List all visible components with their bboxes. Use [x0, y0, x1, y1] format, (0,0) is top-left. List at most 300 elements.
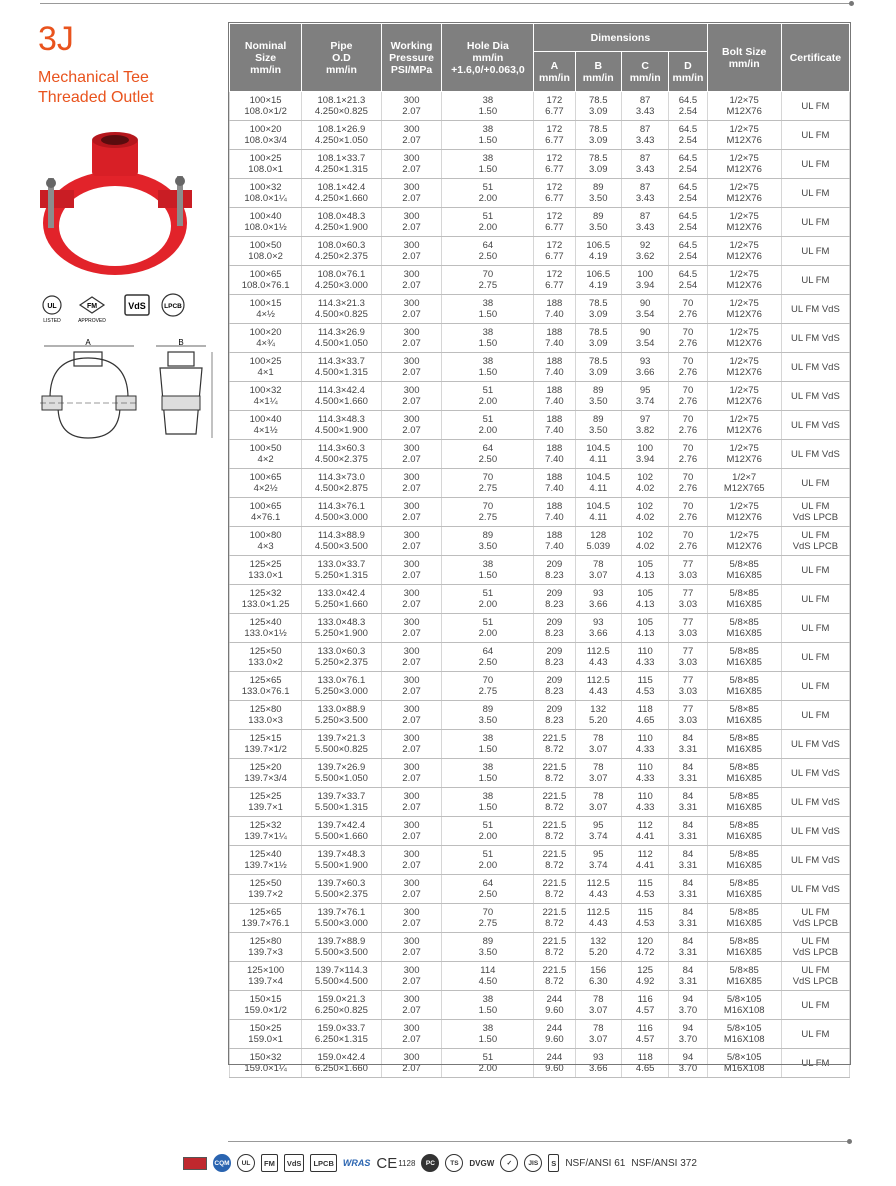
cell-text: 300: [403, 791, 420, 802]
cell-bolt: [707, 324, 781, 353]
cell-bolt: [707, 875, 781, 904]
cell-text: 70: [682, 501, 694, 512]
cell-pipe: [302, 643, 381, 672]
cell-d: [669, 498, 707, 527]
cell-text: 5.500×1.050: [314, 773, 368, 784]
cell-b: [575, 962, 621, 991]
cell-cert: [781, 295, 849, 324]
cell-c: [621, 904, 668, 933]
cell-text: UL FM: [801, 274, 830, 286]
cell-cert: [781, 614, 849, 643]
cell-text: UL FM: [801, 530, 830, 541]
cell-text: VdS LPCB: [792, 976, 839, 987]
cell-bolt: [707, 1020, 781, 1049]
cell-text: 4.41: [635, 831, 655, 842]
header-working-pressure: Working Pressure PSI/MPa: [381, 24, 442, 92]
cell-hole: [442, 324, 534, 353]
cell-pres: [381, 672, 442, 701]
vds-mark: VdS: [128, 301, 146, 311]
cell-text: 8.72: [545, 976, 564, 987]
cell-pres: [381, 585, 442, 614]
cell-text: 104.5: [586, 443, 611, 454]
cell-pipe: [302, 556, 381, 585]
cell-hole: [442, 875, 534, 904]
cell-text: 4×3: [257, 541, 274, 552]
cell-text: 2.07: [402, 657, 421, 668]
cell-text: UL FM: [801, 709, 830, 721]
cell-pipe: [302, 150, 381, 179]
cell-bolt: [707, 672, 781, 701]
pc-icon: PC: [421, 1154, 439, 1172]
cell-text: 5/8×85: [729, 849, 759, 860]
cell-c: [621, 440, 668, 469]
cell-d: [669, 585, 707, 614]
cell-text: 3.50: [478, 947, 498, 958]
cell-text: 1/2×75: [729, 356, 759, 367]
dim-a-label: A: [85, 338, 91, 347]
cell-text: 70: [682, 530, 694, 541]
cell-b: [575, 1049, 621, 1078]
cell-text: M12X76: [726, 396, 762, 407]
cell-nom: [230, 643, 302, 672]
cell-text: 209: [546, 617, 563, 628]
table-row: [230, 991, 850, 1020]
cell-bolt: [707, 585, 781, 614]
cell-text: 112.5: [586, 646, 610, 657]
cell-bolt: [707, 179, 781, 208]
cell-text: UL FM: [801, 129, 830, 141]
cell-text: 221.5: [542, 907, 567, 918]
cell-text: 3.09: [588, 164, 608, 175]
cell-b: [575, 846, 621, 875]
cell-hole: [442, 730, 534, 759]
cell-text: 188: [546, 385, 563, 396]
cell-text: 84: [682, 733, 694, 744]
cell-text: UL FM: [801, 564, 830, 576]
cell-text: M12X76: [726, 454, 762, 465]
cell-text: 300: [403, 994, 420, 1005]
cell-text: 108.0×3/4: [244, 135, 287, 146]
cell-text: 38: [482, 994, 494, 1005]
cell-text: UL FM VdS: [791, 854, 840, 866]
cell-b: [575, 730, 621, 759]
cell-text: 2.07: [402, 1034, 421, 1045]
cell-pipe: [302, 817, 381, 846]
cell-text: 84: [682, 936, 694, 947]
cell-text: 102: [637, 501, 654, 512]
cell-text: 5/8×85: [729, 820, 759, 831]
cell-text: 300: [403, 733, 420, 744]
cell-text: 8.23: [545, 628, 564, 639]
cell-text: 4.53: [635, 889, 655, 900]
cell-text: 2.00: [478, 628, 498, 639]
cell-text: 87: [639, 124, 651, 135]
cell-text: 159.0×1¼: [244, 1063, 287, 1074]
cell-text: 3.62: [635, 251, 655, 262]
cell-text: 3.70: [678, 1005, 698, 1016]
cell-text: 2.00: [478, 599, 498, 610]
cell-text: 5.500×1.900: [314, 860, 368, 871]
cell-text: 139.7×4: [248, 976, 283, 987]
cell-text: 38: [482, 1023, 494, 1034]
cell-text: M16X85: [726, 657, 762, 668]
cell-cert: [781, 469, 849, 498]
cell-text: 300: [403, 240, 420, 251]
cell-text: 125×32: [249, 588, 282, 599]
cell-d: [669, 643, 707, 672]
cell-text: 2.07: [402, 338, 421, 349]
cell-text: 5/8×85: [729, 617, 759, 628]
table-row: [230, 701, 850, 730]
cell-c: [621, 643, 668, 672]
cell-text: 139.7×76.1: [317, 907, 366, 918]
cell-text: 77: [682, 559, 694, 570]
cell-bolt: [707, 759, 781, 788]
cell-text: 3.31: [678, 860, 698, 871]
cell-text: 4.53: [635, 918, 655, 929]
cell-c: [621, 875, 668, 904]
cell-b: [575, 295, 621, 324]
cell-text: 100×80: [249, 530, 282, 541]
cell-c: [621, 150, 668, 179]
cell-text: 114.3×26.9: [317, 327, 365, 338]
cell-pipe: [302, 846, 381, 875]
cell-text: 300: [403, 211, 420, 222]
cell-text: 125×65: [249, 675, 282, 686]
cell-cert: [781, 730, 849, 759]
cell-pres: [381, 556, 442, 585]
cell-text: 159.0×1/2: [244, 1005, 287, 1016]
cell-pres: [381, 324, 442, 353]
cell-text: 1.50: [478, 338, 498, 349]
cell-text: 125×50: [249, 646, 282, 657]
cell-d: [669, 353, 707, 382]
cell-text: 87: [639, 153, 651, 164]
cell-text: 8.72: [545, 947, 564, 958]
cell-bolt: [707, 527, 781, 556]
cell-text: 300: [403, 385, 420, 396]
cell-text: 1.50: [478, 1034, 498, 1045]
cell-text: 4.43: [588, 686, 608, 697]
cell-text: 84: [682, 849, 694, 860]
cell-c: [621, 817, 668, 846]
cell-text: 209: [546, 559, 563, 570]
cell-b: [575, 527, 621, 556]
cell-text: 4×½: [256, 309, 275, 320]
cell-text: 4×1: [257, 367, 274, 378]
cell-pipe: [302, 875, 381, 904]
cell-text: 4.43: [588, 889, 608, 900]
cell-text: 1/2×75: [729, 501, 759, 512]
cell-cert: [781, 962, 849, 991]
header-dimensions: Dimensions: [534, 24, 707, 52]
cell-text: 7.40: [545, 425, 564, 436]
cell-pipe: [302, 585, 381, 614]
cell-text: UL FM: [801, 936, 830, 947]
cell-text: M16X85: [726, 628, 762, 639]
cell-text: 2.07: [402, 802, 421, 813]
cell-hole: [442, 179, 534, 208]
cell-text: 139.7×76.1: [241, 918, 290, 929]
cell-text: 1/2×75: [729, 385, 759, 396]
cell-b: [575, 875, 621, 904]
cell-text: 64: [482, 646, 494, 657]
cell-a: [534, 353, 575, 382]
cell-text: 8.72: [545, 802, 564, 813]
cell-a: [534, 498, 575, 527]
cell-text: 2.07: [402, 280, 421, 291]
cell-d: [669, 527, 707, 556]
cell-text: 3.54: [635, 309, 655, 320]
cell-text: 4.250×1.660: [314, 193, 368, 204]
cell-text: 77: [682, 704, 694, 715]
cell-text: 139.7×60.3: [317, 878, 366, 889]
cell-text: 172: [546, 182, 563, 193]
cell-text: 7.40: [545, 396, 564, 407]
cell-text: UL FM: [801, 477, 830, 489]
cell-cert: [781, 527, 849, 556]
cell-text: 125×20: [249, 762, 282, 773]
cell-text: UL FM: [801, 501, 830, 512]
cell-text: 114.3×21.3: [317, 298, 365, 309]
cell-text: 3.74: [588, 831, 608, 842]
cell-d: [669, 121, 707, 150]
cell-text: 188: [546, 501, 563, 512]
cell-hole: [442, 846, 534, 875]
header-pipe-od: Pipe O.D mm/in: [302, 24, 381, 92]
cell-nom: [230, 933, 302, 962]
cell-text: 125×32: [249, 820, 282, 831]
cell-text: 6.77: [545, 251, 564, 262]
cell-text: 3.43: [635, 193, 655, 204]
cell-text: 51: [482, 414, 494, 425]
cell-text: UL FM: [801, 680, 830, 692]
cell-cert: [781, 933, 849, 962]
cell-text: 5.250×1.900: [314, 628, 368, 639]
cell-text: 300: [403, 153, 420, 164]
cell-pres: [381, 846, 442, 875]
cell-text: 2.07: [402, 947, 421, 958]
cell-pres: [381, 875, 442, 904]
cell-text: 2.50: [478, 251, 498, 262]
cell-pipe: [302, 614, 381, 643]
cell-text: 4.500×2.875: [314, 483, 368, 494]
cell-text: 4.53: [635, 686, 655, 697]
cell-pres: [381, 643, 442, 672]
nsf372-label: NSF/ANSI 372: [631, 1157, 697, 1169]
cell-hole: [442, 266, 534, 295]
top-rule: [40, 3, 852, 4]
product-code: 3J: [38, 20, 74, 58]
cell-bolt: [707, 440, 781, 469]
cell-text: 209: [546, 675, 563, 686]
cell-text: 70: [482, 269, 494, 280]
cell-text: 51: [482, 588, 494, 599]
cell-cert: [781, 991, 849, 1020]
cell-text: 300: [403, 530, 420, 541]
cell-text: 70: [682, 443, 694, 454]
cell-text: 100: [637, 443, 654, 454]
cell-d: [669, 237, 707, 266]
cell-pipe: [302, 266, 381, 295]
cell-text: 188: [546, 414, 563, 425]
cell-text: 51: [482, 617, 494, 628]
cell-text: 4.250×1.315: [314, 164, 368, 175]
cell-text: 5/8×85: [729, 965, 759, 976]
cell-text: 159.0×42.4: [317, 1052, 366, 1063]
cell-text: 4×2½: [253, 483, 278, 494]
cell-text: 100×40: [249, 211, 282, 222]
cell-text: 64.5: [678, 124, 698, 135]
cell-text: 64: [482, 240, 494, 251]
cell-text: 300: [403, 675, 420, 686]
cell-pres: [381, 991, 442, 1020]
cell-text: 2.07: [402, 715, 421, 726]
cell-text: 89: [482, 704, 494, 715]
cell-text: 5.500×2.375: [314, 889, 368, 900]
cell-text: M16X85: [726, 802, 762, 813]
cell-text: 89: [482, 530, 494, 541]
cell-text: UL FM: [801, 187, 830, 199]
cell-text: 221.5: [542, 878, 567, 889]
cell-nom: [230, 266, 302, 295]
cell-d: [669, 266, 707, 295]
cell-text: 188: [546, 356, 563, 367]
cell-text: 100×32: [249, 385, 282, 396]
cell-text: 5/8×85: [729, 675, 759, 686]
cell-c: [621, 208, 668, 237]
cell-text: 300: [403, 559, 420, 570]
cell-text: 132: [590, 704, 607, 715]
cell-pipe: [302, 121, 381, 150]
cell-text: UL FM VdS: [791, 390, 840, 402]
cell-text: 3.94: [635, 454, 655, 465]
cell-text: 125×65: [249, 907, 282, 918]
cell-text: 244: [546, 1052, 563, 1063]
cell-text: 125×50: [249, 878, 282, 889]
cell-text: 5.500×1.660: [314, 831, 368, 842]
cell-b: [575, 991, 621, 1020]
cell-text: 1/2×75: [729, 95, 759, 106]
cell-text: 2.75: [478, 918, 498, 929]
header-bolt-size: Bolt Size mm/in: [707, 24, 781, 92]
cell-cert: [781, 672, 849, 701]
cell-text: 1/2×75: [729, 530, 759, 541]
cell-c: [621, 324, 668, 353]
shield-cert-icon: ✓: [500, 1154, 518, 1172]
cell-text: 116: [637, 994, 653, 1005]
cell-nom: [230, 469, 302, 498]
cell-cert: [781, 208, 849, 237]
cell-c: [621, 788, 668, 817]
header-hole-dia: Hole Dia mm/in +1.6,0/+0.063,0: [442, 24, 534, 92]
cell-b: [575, 556, 621, 585]
cell-cert: [781, 121, 849, 150]
cell-text: UL FM: [801, 158, 830, 170]
cell-text: 3.09: [588, 309, 608, 320]
cell-a: [534, 1020, 575, 1049]
cell-text: UL FM VdS: [791, 825, 840, 837]
cell-a: [534, 962, 575, 991]
cell-hole: [442, 1049, 534, 1078]
cell-pres: [381, 904, 442, 933]
cell-text: 2.54: [678, 251, 698, 262]
cell-b: [575, 324, 621, 353]
cell-b: [575, 1020, 621, 1049]
cell-c: [621, 1020, 668, 1049]
cell-nom: [230, 237, 302, 266]
cell-text: 300: [403, 472, 420, 483]
cell-b: [575, 817, 621, 846]
cell-text: 84: [682, 965, 694, 976]
cell-text: 1/2×7: [732, 472, 757, 483]
cell-text: 7.40: [545, 309, 564, 320]
cell-c: [621, 469, 668, 498]
cell-text: 188: [546, 327, 563, 338]
cell-text: 115: [637, 878, 653, 889]
cell-text: 172: [546, 124, 563, 135]
cell-text: 6.250×0.825: [314, 1005, 368, 1016]
cell-text: 114.3×88.9: [317, 530, 365, 541]
cell-text: 87: [639, 182, 651, 193]
cell-nom: [230, 1049, 302, 1078]
table-row: [230, 411, 850, 440]
footer-cert-strip: [183, 1152, 853, 1174]
cell-c: [621, 933, 668, 962]
cell-hole: [442, 904, 534, 933]
cell-text: 51: [482, 1052, 494, 1063]
cell-b: [575, 266, 621, 295]
table-row: [230, 324, 850, 353]
cell-text: 5.20: [588, 947, 608, 958]
cell-text: 3.50: [588, 425, 608, 436]
cell-a: [534, 933, 575, 962]
cell-text: 38: [482, 327, 494, 338]
cell-text: 4.500×3.000: [314, 512, 368, 523]
cell-text: 1.50: [478, 164, 498, 175]
cell-text: 3.50: [588, 396, 608, 407]
cell-bolt: [707, 701, 781, 730]
cell-text: 94: [682, 1023, 694, 1034]
cell-cert: [781, 411, 849, 440]
cell-c: [621, 237, 668, 266]
cell-a: [534, 759, 575, 788]
table-row: [230, 382, 850, 411]
cell-d: [669, 962, 707, 991]
flag-icon: [183, 1157, 207, 1170]
cell-text: 2.07: [402, 396, 421, 407]
cell-text: 5.250×3.500: [314, 715, 368, 726]
cell-c: [621, 266, 668, 295]
cell-text: 133.0×42.4: [317, 588, 366, 599]
cell-text: 132: [590, 936, 607, 947]
cell-text: 4×2: [257, 454, 274, 465]
cell-text: 3.07: [588, 570, 608, 581]
cell-c: [621, 556, 668, 585]
cell-text: 139.7×42.4: [317, 820, 366, 831]
cell-text: 2.07: [402, 193, 421, 204]
cell-text: 3.43: [635, 135, 655, 146]
cell-hole: [442, 411, 534, 440]
cell-hole: [442, 1020, 534, 1049]
table-row: [230, 846, 850, 875]
cell-text: 2.00: [478, 396, 498, 407]
cell-text: 115: [637, 907, 653, 918]
cell-bolt: [707, 498, 781, 527]
cell-a: [534, 788, 575, 817]
cell-text: 2.75: [478, 686, 498, 697]
dvgw-icon: DVGW: [469, 1158, 495, 1168]
